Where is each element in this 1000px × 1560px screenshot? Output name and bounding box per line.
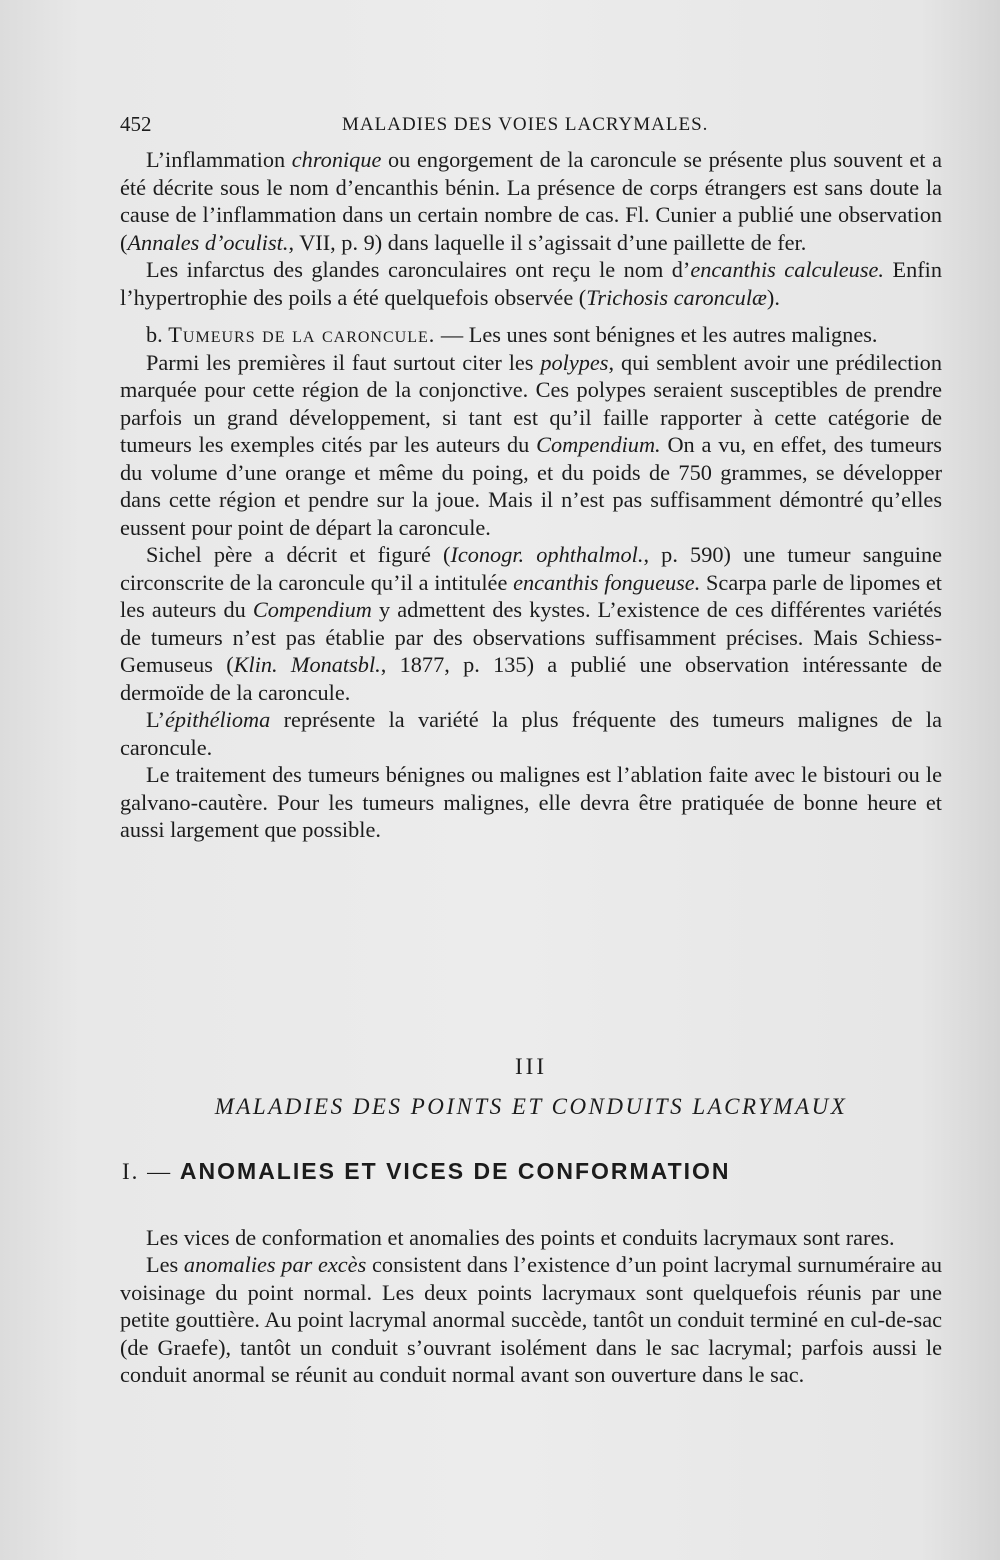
paragraph-sichel (120, 541, 942, 706)
text-run: b. (146, 322, 169, 347)
text-run: Scarpa parle de lipomes et les auteurs du (120, 569, 942, 622)
citation-title: Klin. Monatsbl. (233, 652, 381, 677)
subsection-heading: ANOMALIES ET VICES DE CONFORMATION (179, 1158, 731, 1184)
text-run: Les (146, 1252, 184, 1278)
page-number: 452 (120, 112, 152, 136)
text-run: , 1877, p. 135) a publié une observation intéressante de dermoïde de la caroncule. (120, 652, 942, 705)
paragraph-polypes (120, 349, 942, 542)
paragraph-tumeurs-heading (120, 321, 942, 349)
section-number: III (515, 1054, 547, 1079)
text-run: , VII, p. 9) dans laquelle il s’agissait d’une paillette de fer. (288, 229, 807, 255)
running-title: MALADIES DES VOIES LACRYMALES. (342, 114, 709, 135)
text-run: On a vu, en effet, des tumeurs du volume d’une orange et même du poing, et du poids de 750 grammes, se développer dans cette région et pendre sur la joue. Mais il n’est pas suffisamment démontré qu’elles eussent pour point de départ la caroncule. (120, 432, 942, 540)
citation-title: Compendium (252, 597, 372, 622)
paragraph-chronic-inflammation (120, 146, 942, 256)
running-head (120, 112, 940, 142)
text-run: Enfin l’hypertrophie des poils a été quelquefois observée ( (120, 257, 942, 310)
text-run: Les infarctus des glandes caronculaires ont reçu le nom d’ (146, 257, 691, 282)
italic-term: épithélioma (165, 707, 271, 732)
text-run: L’ (146, 707, 165, 732)
italic-term: encanthis calculeuse. (690, 257, 884, 282)
text-run: y admettent des kystes. L’existence de ces différentes variétés de tumeurs n’est pas établie par des observations suffisamment précises. Mais Schiess-Gemuseus ( (120, 597, 942, 677)
text-run: , qui semblent avoir une prédilection marquée pour cette région de la conjonctive. Ces polypes seraient susceptibles de prendre parfois un grand développement, si tant est qu’il faille rapporter à cette catégorie de tumeurs les exemples cités par les auteurs du (120, 349, 942, 457)
subsection-number: I. — (122, 1159, 180, 1184)
citation-title: Annales d’oculist. (127, 229, 289, 255)
text-run: — Les unes sont bénignes et les autres malignes. (435, 322, 878, 347)
paragraph-anomalies (120, 1251, 942, 1388)
body-text-top (120, 146, 942, 844)
text-run: ou engorgement de la caroncule se présente plus souvent et a été décrite sous le nom d’encanthis bénin. La présence de corps étrangers est sans doute la cause de l’inflammation dans un certain nombre de cas. Fl. Cunier a publié une observation ( (120, 147, 942, 255)
text-run: Les vices de conformation et anomalies des points et conduits lacrymaux sont rares. (146, 1225, 895, 1250)
paragraph-infarctus (120, 256, 942, 311)
text-run: Sichel père a décrit et figuré ( (146, 542, 451, 567)
subsection-title (122, 1158, 942, 1185)
italic-term: anomalies par excès (183, 1252, 367, 1278)
text-run: représente la variété la plus fréquente des tumeurs malignes de la caroncule. (120, 707, 942, 760)
text-run: Le traitement des tumeurs bénignes ou malignes est l’ablation faite avec le bistouri ou le galvano-cautère. Pour les tumeurs malignes, elle devra être pratiquée de bonne heure et aussi largement que possible. (120, 762, 942, 842)
paragraph-traitement (120, 761, 942, 844)
paragraph-epithelioma (120, 706, 942, 761)
italic-term: chronique (291, 147, 382, 172)
italic-term: Trichosis caronculæ (586, 284, 767, 310)
citation-title: Compendium. (536, 432, 661, 457)
citation-title: Iconogr. ophthalmol. (450, 542, 644, 567)
italic-term: encanthis fongueuse. (513, 569, 701, 595)
text-run: , p. 590) une tumeur sanguine circonscrite de la caroncule qu’il a intitulée (120, 542, 943, 595)
text-run: Parmi les premières il faut surtout citer les (146, 349, 541, 375)
paragraph-vices (120, 1224, 942, 1251)
section-title: MALADIES DES POINTS ET CONDUITS LACRYMAUX (214, 1094, 848, 1119)
text-run: ). (766, 284, 780, 310)
small-caps-heading: Tumeurs de la caroncule. (168, 322, 436, 347)
text-run: consistent dans l’existence d’un point lacrymal surnuméraire au voisinage du point normal. Les deux points lacrymaux sont quelquefois réunis par une petite gouttière. Au point lacrymal anormal succède, tantôt un conduit terminé en cul-de-sac (de Graefe), tantôt un conduit s’ouvrant isolément dans le sac lacrymal; parfois aussi le conduit anormal se réunit au conduit normal avant son ouverture dans le sac. (120, 1252, 942, 1388)
text-run: L’inflammation (146, 147, 292, 172)
body-text-bottom (120, 1224, 942, 1388)
italic-term: polypes (540, 349, 609, 375)
